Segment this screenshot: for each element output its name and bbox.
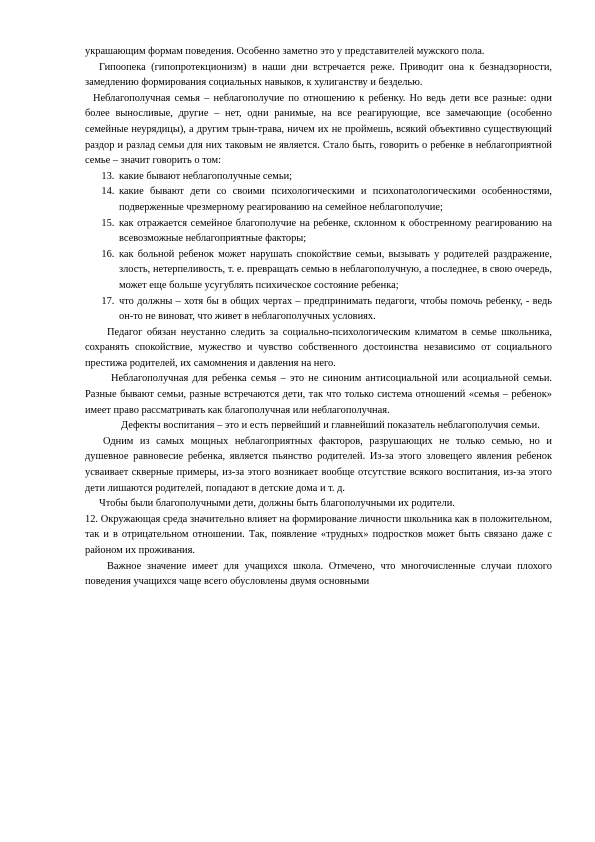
paragraph-hypoprotection: Гипоопека (гипопротекционизм) в наши дни встречается реже. Приводит она к безнадзорности, замедлению формирования социальных навыков, к хулиганству и безделью. — [85, 61, 552, 89]
list-item: 13. какие бывают неблагополучные семьи; — [117, 169, 552, 185]
paragraph-dysfunctional-family: Неблагополучная семья – неблагополучие по отношению к ребенку. Но ведь дети все разные: одни более выносливые, другие – нет, одни ранимые, на все реагирующие, все замечающие (особенно семейные неурядицы), а другим трын-трава, ничем их не проймешь, всякий объективно существующий раздор и разлад семьи для них таковым не является. Стало быть, говорить о ребенке в неблагоприятной семье – значит говорить о том: — [85, 92, 552, 167]
paragraph-upbringing-defects: Дефекты воспитания – это и есть первейший и главнейший показатель неблагополучия семьи. — [121, 420, 540, 432]
paragraph-asocial-family: Неблагополучная для ребенка семья – это не синоним антисоциальной или асоциальной семьи. Разные бывают семьи, разные встречаются дети, так что только система отношений «семья – ребенок» имеет право рассматривать как благополучная или неблагополучная. — [85, 373, 552, 416]
document-body — [85, 44, 552, 590]
paragraph-teacher-duty: Педагог обязан неустанно следить за социально-психологическим климатом в семье школьника, сохранять спокойствие, мужество и чувство собственного достоинства независимо от социального престижа родителей, их самомнения и давления на него. — [85, 326, 552, 369]
questions-list — [85, 169, 552, 325]
list-item: 14. какие бывают дети со своими психологическими и психопатологическими особенностями, подверженные чрезмерному реагированию на семейное неблагополучие; — [117, 184, 552, 215]
list-item: 17. что должны – хотя бы в общих чертах – предпринимать педагоги, чтобы помочь ребенку, - ведь он-то не виноват, что живет в неблагополучных условиях. — [117, 294, 552, 325]
paragraph-continuation: украшающим формам поведения. Особенно заметно это у представителей мужского пола. — [85, 46, 485, 57]
list-item: 16. как больной ребенок может нарушать спокойствие семьи, вызывать у родителей раздражение, злость, нетерпеливость, т. е. превращать семью в неблагополучную, а последнее, в свою очередь, может еще больше усугублять психическое состояние ребенка; — [117, 247, 552, 294]
paragraph-school-importance: Важное значение имеет для учащихся школа. Отмечено, что многочисленные случаи плохого поведения учащихся чаще всего обусловлены двумя основными — [85, 560, 552, 588]
list-item: 15. как отражается семейное благополучие на ребенке, склонном к обостренному реагированию на всевозможные неблагоприятные факторы; — [117, 216, 552, 247]
paragraph-parental-drinking: Одним из самых мощных неблагоприятных факторов, разрушающих не только семью, но и душевное равновесие ребенка, является пьянство родителей. Из-за этого зловещего явления ребенок усваивает скверные примеры, из-за этого возникает вообще отсутствие всякого воспитания, из-за этого дети лишаются родителей, попадают в детские дома и т. д. — [85, 435, 552, 494]
paragraph-environment: 12. Окружающая среда значительно влияет на формирование личности школьника как в положительном, так и в отрицательном отношении. Так, появление «трудных» подростков может быть связано даже с районом их проживания. — [85, 513, 552, 556]
paragraph-parents-wellbeing: Чтобы были благополучными дети, должны быть благополучными их родители. — [99, 498, 455, 510]
